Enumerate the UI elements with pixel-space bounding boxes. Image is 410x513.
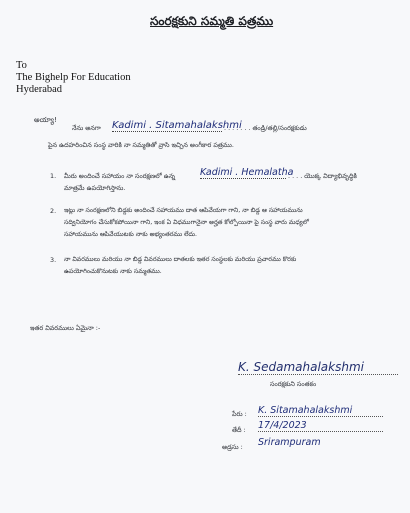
date-field-label: తేదీ : bbox=[232, 426, 246, 434]
point-2-line1: ఇట్లు నా సంరక్షణలోని బిడ్డకు అందించే సహాయము దాత ఆపివేయగా గాని, నా బిడ్డ ఆ సహాయమును bbox=[64, 207, 303, 214]
address-field-label: అడ్రసు : bbox=[222, 443, 243, 451]
signature-label: సంరక్షకుని సంతకం bbox=[270, 380, 317, 388]
salutation: అయ్యా! bbox=[34, 116, 57, 124]
point-3-line1: నా వివరములు మరియు నా బిడ్డ వివరములు దాతలకు ఇతర సంస్థలకు మరియు ప్రచారము కొరకు bbox=[64, 256, 297, 263]
address-to: To bbox=[16, 60, 27, 71]
point-1-number: 1. bbox=[50, 172, 57, 180]
intro-relation: . . . . . . . తండ్రి/తల్లి/సంరక్షకుడు bbox=[224, 124, 307, 132]
intro-purpose: పైన ఉదహరించిన సంస్థ వారికి నా సమ్మతితో వ్రాసి ఇచ్చిన అంగీకార పత్రము. bbox=[48, 141, 234, 149]
point-2-number: 2. bbox=[50, 207, 57, 215]
point-2-line3: సహాయమును ఆపివేయుటకు నాకు అభ్యంతరము లేదు. bbox=[64, 231, 197, 238]
address-organization: The Bighelp For Education bbox=[16, 72, 131, 83]
name-field-value: K. Sitamahalakshmi bbox=[258, 405, 383, 417]
point-2-line2: సద్వినియోగం చేసుకోకపోయినా గాని, ఇంక ఏ విధముగానైనా అర్హత కోల్పోయినా పై సంస్థ వారు మధ్యలో bbox=[64, 219, 309, 226]
point-1-suffix: . . . . యొక్క విద్యాభివృద్ధికి bbox=[288, 172, 357, 180]
other-details-label: ఇతర వివరములు ఏమైనా :- bbox=[30, 324, 101, 332]
point-1-text: మీరు అందించే సహాయం నా సంరక్షణలో ఉన్న bbox=[64, 172, 176, 180]
guardian-name-handwritten: Kadimi . Sitamahalakshmi bbox=[112, 120, 242, 131]
address-field-value: Srirampuram bbox=[258, 437, 321, 448]
document-title: సంరక్షకుని సమ్మతి పత్రము bbox=[150, 14, 274, 28]
point-3-line2: ఉపయోగించుకొనుటకు నాకు సమ్మతము. bbox=[64, 268, 162, 275]
date-field-value: 17/4/2023 bbox=[258, 420, 383, 432]
guardian-signature: K. Sedamahalakshmi bbox=[238, 360, 398, 375]
point-3-number: 3. bbox=[50, 256, 57, 264]
name-field-label: పేరు : bbox=[232, 410, 247, 418]
point-1-line2: మాత్రమే ఉపయోగిస్తాను. bbox=[64, 184, 126, 192]
intro-prefix: నేను అనగా bbox=[72, 124, 101, 132]
address-city: Hyderabad bbox=[16, 84, 63, 95]
student-name-handwritten: Kadimi . Hemalatha bbox=[200, 167, 294, 178]
